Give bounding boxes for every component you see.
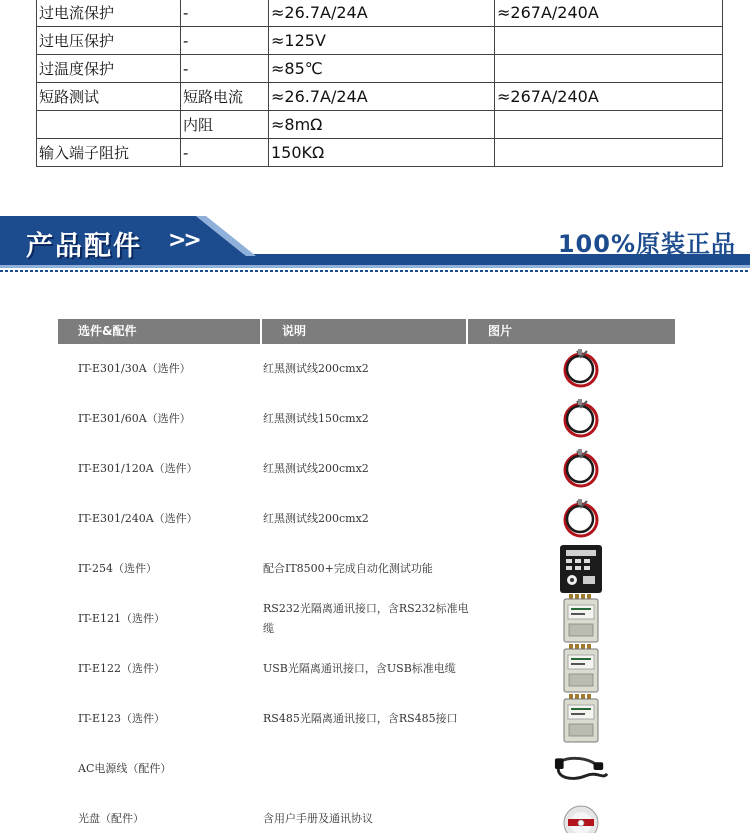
- spec-row: [37, 27, 723, 55]
- test-lead-image: [553, 446, 609, 492]
- accessory-description: RS485光隔离通讯接口，含RS485接口: [263, 712, 458, 725]
- spec-cell: -: [181, 0, 269, 27]
- spec-cell: [37, 111, 181, 139]
- spec-cell: 短路电流: [181, 83, 269, 111]
- spec-table-body: [37, 0, 723, 167]
- header-description: 说明: [262, 319, 468, 344]
- spec-cell: [495, 55, 723, 83]
- spec-cell: ≈267A/240A: [495, 0, 723, 27]
- spec-cell: [495, 111, 723, 139]
- accessory-row: [58, 744, 675, 794]
- spec-cell: 过电压保护: [37, 27, 181, 55]
- header-picture: 图片: [488, 324, 513, 338]
- accessory-row: [58, 594, 675, 644]
- control-module-image: [553, 546, 609, 592]
- accessory-description: 含用户手册及通讯协议: [263, 812, 373, 825]
- spec-cell: 过温度保护: [37, 55, 181, 83]
- spec-row: [37, 139, 723, 167]
- accessory-model: IT-E301/60A（选件）: [78, 412, 191, 425]
- spec-cell: 输入端子阻抗: [37, 139, 181, 167]
- header-accessory: 选件&配件: [58, 319, 262, 344]
- accessory-description: 红黑测试线200cmx2: [263, 462, 369, 475]
- spec-cell: 短路测试: [37, 83, 181, 111]
- spec-cell: -: [181, 27, 269, 55]
- spec-cell: ≈125V: [269, 27, 495, 55]
- spec-cell: 内阻: [181, 111, 269, 139]
- accessory-row: [58, 794, 675, 833]
- accessory-model: IT-E121（选件）: [78, 612, 166, 625]
- spec-cell: ≈26.7A/24A: [269, 0, 495, 27]
- accessories-list: [58, 344, 675, 833]
- spec-row: [37, 111, 723, 139]
- spec-row: [37, 55, 723, 83]
- spec-cell: 150KΩ: [269, 139, 495, 167]
- accessory-description: [263, 744, 473, 794]
- test-lead-image: [553, 396, 609, 442]
- spec-row: [37, 0, 723, 27]
- accessory-description: 红黑测试线200cmx2: [263, 512, 369, 525]
- accessory-row: [58, 694, 675, 744]
- authentic-slogan: 100%原装正品: [557, 230, 736, 258]
- spec-row: [37, 83, 723, 111]
- spec-cell: -: [181, 139, 269, 167]
- spec-cell: ≈26.7A/24A: [269, 83, 495, 111]
- accessory-description: 配合IT8500+完成自动化测试功能: [263, 562, 433, 575]
- accessory-row: [58, 644, 675, 694]
- accessory-row: [58, 544, 675, 594]
- test-lead-image: [553, 496, 609, 542]
- accessory-row: [58, 394, 675, 444]
- accessory-description: 红黑测试线150cmx2: [263, 412, 369, 425]
- accessory-model: IT-E301/120A（选件）: [78, 462, 198, 475]
- section-banner: [0, 216, 750, 274]
- accessory-model: 光盘（配件）: [78, 812, 144, 825]
- spec-cell: 过电流保护: [37, 0, 181, 27]
- interface-module-image: [553, 646, 609, 692]
- accessory-row: [58, 444, 675, 494]
- spec-cell: -: [181, 55, 269, 83]
- accessory-model: IT-E123（选件）: [78, 712, 166, 725]
- spec-cell: ≈85℃: [269, 55, 495, 83]
- test-lead-image: [553, 346, 609, 392]
- accessory-model: AC电源线（配件）: [78, 762, 172, 775]
- accessory-row: [58, 344, 675, 394]
- section-title: 产品配件: [26, 231, 142, 262]
- spec-table: [36, 0, 723, 167]
- accessory-model: IT-E301/30A（选件）: [78, 362, 191, 375]
- interface-module-image: [553, 596, 609, 642]
- spec-cell: [495, 27, 723, 55]
- spec-cell: ≈8mΩ: [269, 111, 495, 139]
- accessory-model: IT-E122（选件）: [78, 662, 166, 675]
- accessory-description: 红黑测试线200cmx2: [263, 362, 369, 375]
- accessory-model: IT-254（选件）: [78, 562, 157, 575]
- accessory-row: [58, 494, 675, 544]
- spec-cell: [495, 139, 723, 167]
- double-chevron-icon: >>: [168, 228, 199, 253]
- interface-module-image: [553, 696, 609, 742]
- accessory-description: RS232光隔离通讯接口，含RS232标准电缆: [263, 602, 469, 635]
- accessory-model: IT-E301/240A（选件）: [78, 512, 198, 525]
- accessories-header: [58, 319, 675, 344]
- power-cord-image: [553, 746, 609, 792]
- cd-disc-image: [553, 796, 609, 833]
- spec-cell: ≈267A/240A: [495, 83, 723, 111]
- accessory-description: USB光隔离通讯接口，含USB标准电缆: [263, 662, 456, 675]
